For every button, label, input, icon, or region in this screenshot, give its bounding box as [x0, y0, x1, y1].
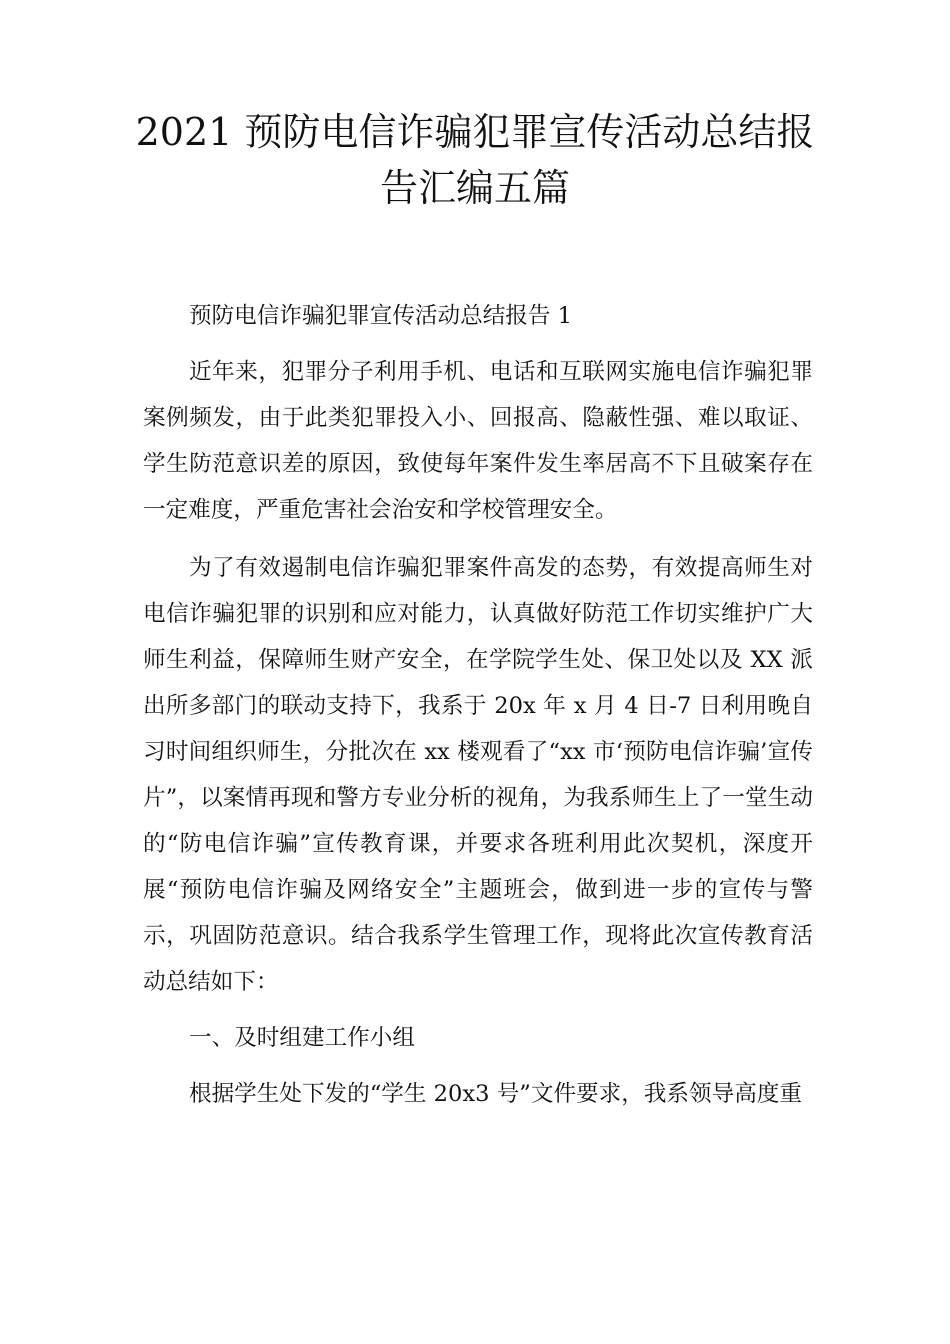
document-body	[143, 293, 813, 1117]
report-subtitle: 预防电信诈骗犯罪宣传活动总结报告 1	[189, 303, 573, 329]
paragraph-3: 根据学生处下发的“学生 20x3 号”文件要求，我系领导高度重	[189, 1081, 802, 1107]
paragraph-2: 为了有效遏制电信诈骗犯罪案件高发的态势，有效提高师生对电信诈骗犯罪的识别和应对能力，认真做好防范工作切实维护广大师生利益，保障师生财产安全，在学院学生处、保卫处以及 XX 派出所多部门的联动支持下，我系于 20x 年 x 月 4 日-7 日利用晚自习时间组织师生，分批次在 xx 楼观看了“xx 市‘预防电信诈骗’宣传片”，以案情再现和警方专业分析的视角，为我系师生上了一堂生动的“防电信诈骗”宣传教育课，并要求各班利用此次契机，深度开展“预防电信诈骗及网络安全”主题班会，做到进一步的宣传与警示，巩固防范意识。结合我系学生管理工作，现将此次宣传教育活动总结如下：	[143, 555, 813, 995]
paragraph-1: 近年来，犯罪分子利用手机、电话和互联网实施电信诈骗犯罪案例频发，由于此类犯罪投入小、回报高、隐蔽性强、难以取证、学生防范意识差的原因，致使每年案件发生率居高不下且破案存在一定难度，严重危害社会治安和学校管理安全。	[143, 359, 813, 523]
title-line-1: 2021 预防电信诈骗犯罪宣传活动总结报	[135, 110, 815, 154]
section-heading: 一、及时组建工作小组	[189, 1025, 415, 1051]
document-title	[110, 104, 840, 216]
title-line-2: 告汇编五篇	[379, 166, 570, 210]
